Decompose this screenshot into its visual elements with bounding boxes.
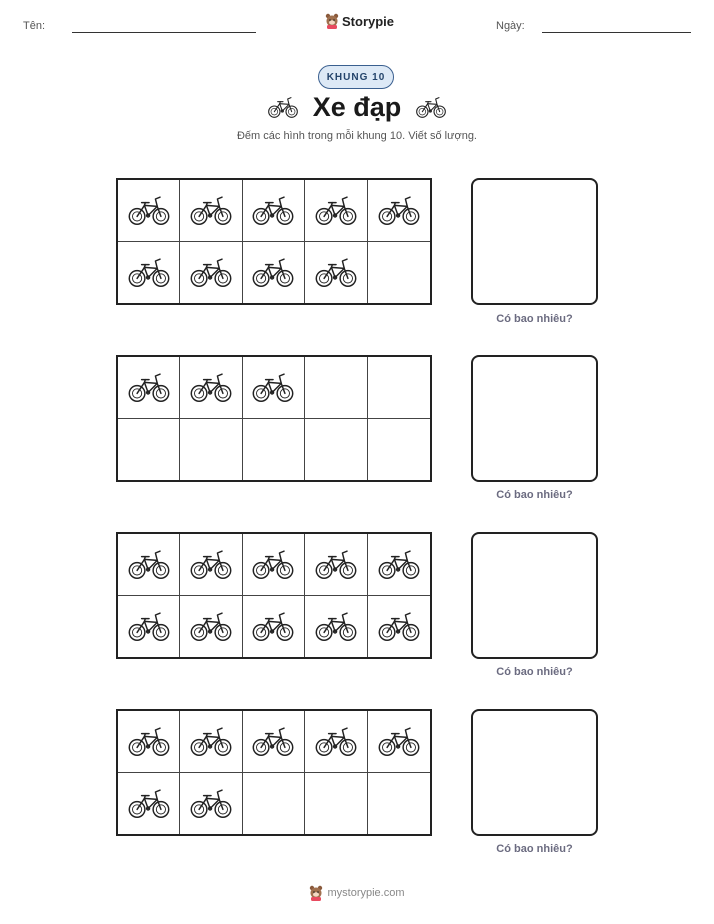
frame-cell <box>118 419 180 481</box>
frame-cell <box>368 534 430 596</box>
question-label-4: Có bao nhiêu? <box>496 843 573 855</box>
frame-cell <box>118 534 180 596</box>
frame-cell <box>368 773 430 835</box>
date-field[interactable] <box>542 32 691 33</box>
bicycle-icon <box>127 547 171 581</box>
bicycle-icon <box>314 255 358 289</box>
frame-cell <box>368 419 430 481</box>
bicycle-icon <box>267 94 299 120</box>
footer <box>0 885 714 901</box>
bicycle-icon <box>377 609 421 643</box>
frame-cell <box>243 180 305 242</box>
bicycle-icon <box>377 547 421 581</box>
ten-frame-2 <box>116 355 432 482</box>
bicycle-icon <box>377 724 421 758</box>
frame-cell <box>305 711 367 773</box>
bicycle-icon <box>189 370 233 404</box>
worksheet-badge: KHUNG 10 <box>318 65 394 89</box>
frame-cell <box>118 711 180 773</box>
bicycle-icon <box>251 547 295 581</box>
frame-cell <box>305 242 367 304</box>
frame-cell <box>118 357 180 419</box>
frame-cell <box>305 773 367 835</box>
instructions: Đếm các hình trong mỗi khung 10. Viết số lượng. <box>236 130 477 142</box>
bicycle-icon <box>415 94 447 120</box>
footer-url: mystorypie.com <box>327 887 405 899</box>
name-label: Tên: <box>23 20 46 32</box>
bicycle-icon <box>127 370 171 404</box>
frame-cell <box>118 773 180 835</box>
frame-cell <box>305 596 367 658</box>
bicycle-icon <box>189 193 233 227</box>
ten-frame-3 <box>116 532 432 659</box>
frame-cell <box>243 596 305 658</box>
bicycle-icon <box>251 193 295 227</box>
frame-cell <box>118 180 180 242</box>
frame-cell <box>180 180 242 242</box>
bicycle-icon <box>189 609 233 643</box>
frame-cell <box>305 357 367 419</box>
question-label-1: Có bao nhiêu? <box>496 313 573 325</box>
brand-name: Storypie <box>342 13 395 29</box>
bicycle-icon <box>377 193 421 227</box>
frame-cell <box>243 357 305 419</box>
ten-frame-4 <box>116 709 432 836</box>
frame-cell <box>368 242 430 304</box>
frame-cell <box>243 419 305 481</box>
bear-icon <box>325 13 339 29</box>
frame-cell <box>305 534 367 596</box>
frame-cell <box>243 711 305 773</box>
question-label-2: Có bao nhiêu? <box>496 489 573 501</box>
bicycle-icon <box>314 724 358 758</box>
title-row <box>0 88 714 126</box>
bicycle-icon <box>251 370 295 404</box>
bicycle-icon <box>251 724 295 758</box>
bear-icon <box>309 885 323 901</box>
answer-box-4[interactable] <box>471 709 598 836</box>
bicycle-icon <box>127 786 171 820</box>
frame-cell <box>180 773 242 835</box>
bicycle-icon <box>189 724 233 758</box>
page-title: Xe đạp <box>312 91 402 122</box>
answer-box-1[interactable] <box>471 178 598 305</box>
brand-logo <box>325 13 394 29</box>
bicycle-icon <box>314 193 358 227</box>
question-label-3: Có bao nhiêu? <box>496 666 573 678</box>
frame-cell <box>180 534 242 596</box>
bicycle-icon <box>314 609 358 643</box>
bicycle-icon <box>314 547 358 581</box>
answer-box-2[interactable] <box>471 355 598 482</box>
frame-cell <box>118 596 180 658</box>
bicycle-icon <box>189 255 233 289</box>
frame-cell <box>118 242 180 304</box>
frame-cell <box>243 242 305 304</box>
frame-cell <box>368 596 430 658</box>
frame-cell <box>243 773 305 835</box>
frame-cell <box>180 357 242 419</box>
name-field[interactable] <box>72 32 256 33</box>
bicycle-icon <box>127 255 171 289</box>
frame-cell <box>180 711 242 773</box>
frame-cell <box>368 711 430 773</box>
frame-cell <box>368 357 430 419</box>
bicycle-icon <box>251 609 295 643</box>
frame-cell <box>180 242 242 304</box>
bicycle-icon <box>127 609 171 643</box>
bicycle-icon <box>251 255 295 289</box>
frame-cell <box>180 419 242 481</box>
frame-cell <box>368 180 430 242</box>
frame-cell <box>180 596 242 658</box>
bicycle-icon <box>189 786 233 820</box>
frame-cell <box>243 534 305 596</box>
bicycle-icon <box>189 547 233 581</box>
frame-cell <box>305 419 367 481</box>
date-label: Ngày: <box>496 20 525 32</box>
answer-box-3[interactable] <box>471 532 598 659</box>
bicycle-icon <box>127 193 171 227</box>
bicycle-icon <box>127 724 171 758</box>
ten-frame-1 <box>116 178 432 305</box>
frame-cell <box>305 180 367 242</box>
